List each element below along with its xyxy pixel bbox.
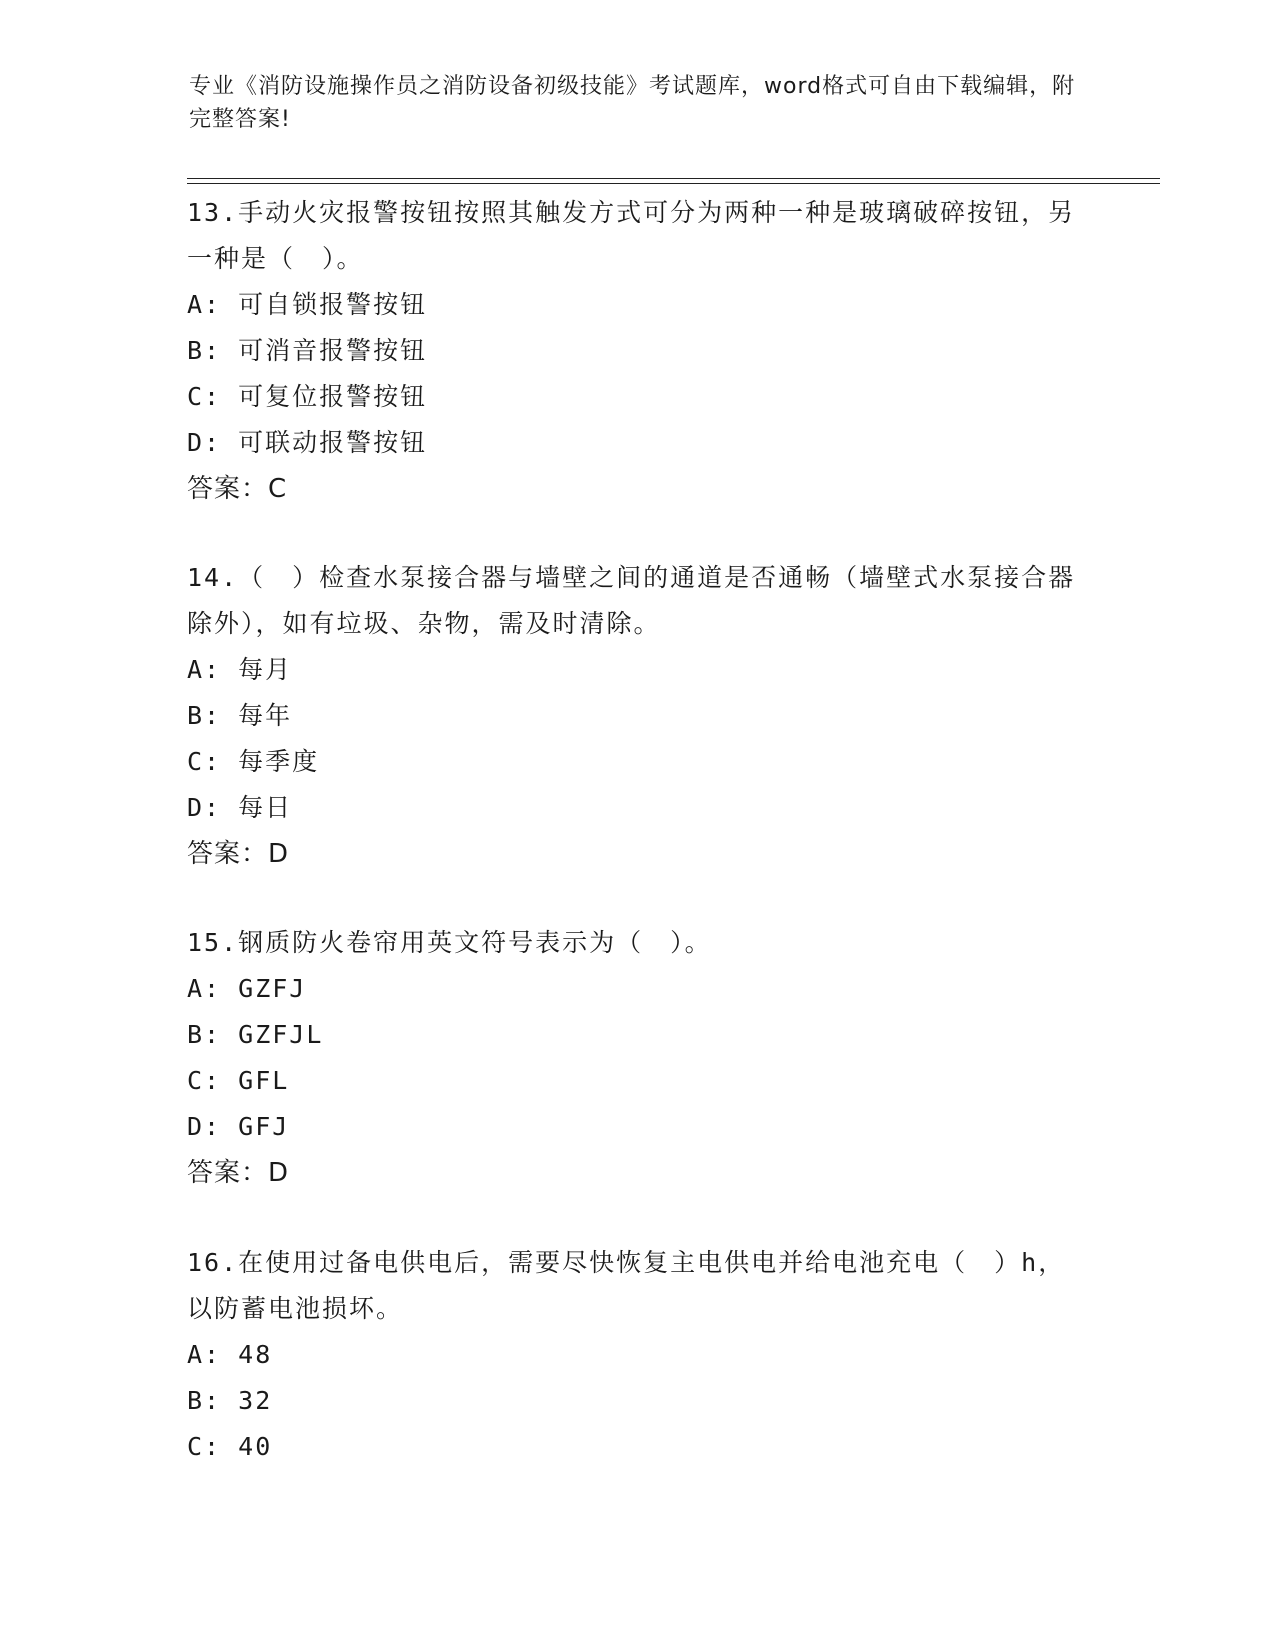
- option-a: A: GZFJ: [187, 974, 307, 1003]
- option-d: D: 可联动报警按钮: [187, 428, 428, 457]
- answer-line: 答案：D: [187, 1158, 290, 1188]
- question-15: [187, 920, 1087, 1196]
- question-text: 14.（ ）检查水泵接合器与墙壁之间的通道是否通畅（墙壁式水泵接合器除外），如有垃圾、杂物，需及时清除。: [187, 563, 1076, 638]
- document-header: [189, 70, 1089, 136]
- option-a: A: 每月: [187, 655, 293, 684]
- answer-line: 答案：C: [187, 474, 288, 504]
- option-c: C: 可复位报警按钮: [187, 382, 428, 411]
- option-b: B: 32: [187, 1386, 273, 1415]
- question-text: 16.在使用过备电供电后，需要尽快恢复主电供电并给电池充电（ ）h，以防蓄电池损坏。: [187, 1248, 1066, 1323]
- question-text: 15.钢质防火卷帘用英文符号表示为（ ）。: [187, 928, 712, 957]
- question-16: [187, 1240, 1087, 1470]
- option-b: B: 可消音报警按钮: [187, 336, 428, 365]
- option-d: D: 每日: [187, 793, 293, 822]
- question-text: 13.手动火灾报警按钮按照其触发方式可分为两种一种是玻璃破碎按钮，另一种是（ ）。: [187, 198, 1076, 273]
- header-divider-bottom: [187, 183, 1160, 184]
- answer-line: 答案：D: [187, 839, 290, 869]
- option-c: C: 每季度: [187, 747, 320, 776]
- option-b: B: GZFJL: [187, 1020, 324, 1049]
- question-13: [187, 190, 1087, 512]
- option-b: B: 每年: [187, 701, 293, 730]
- option-a: A: 48: [187, 1340, 273, 1369]
- option-c: C: GFL: [187, 1066, 290, 1095]
- option-c: C: 40: [187, 1432, 273, 1461]
- header-intro-text: 专业《消防设施操作员之消防设备初级技能》考试题库，word格式可自由下载编辑，附完整答案!: [189, 74, 1076, 132]
- option-a: A: 可自锁报警按钮: [187, 290, 428, 319]
- option-d: D: GFJ: [187, 1112, 290, 1141]
- question-14: [187, 555, 1087, 877]
- header-divider-top: [187, 178, 1160, 179]
